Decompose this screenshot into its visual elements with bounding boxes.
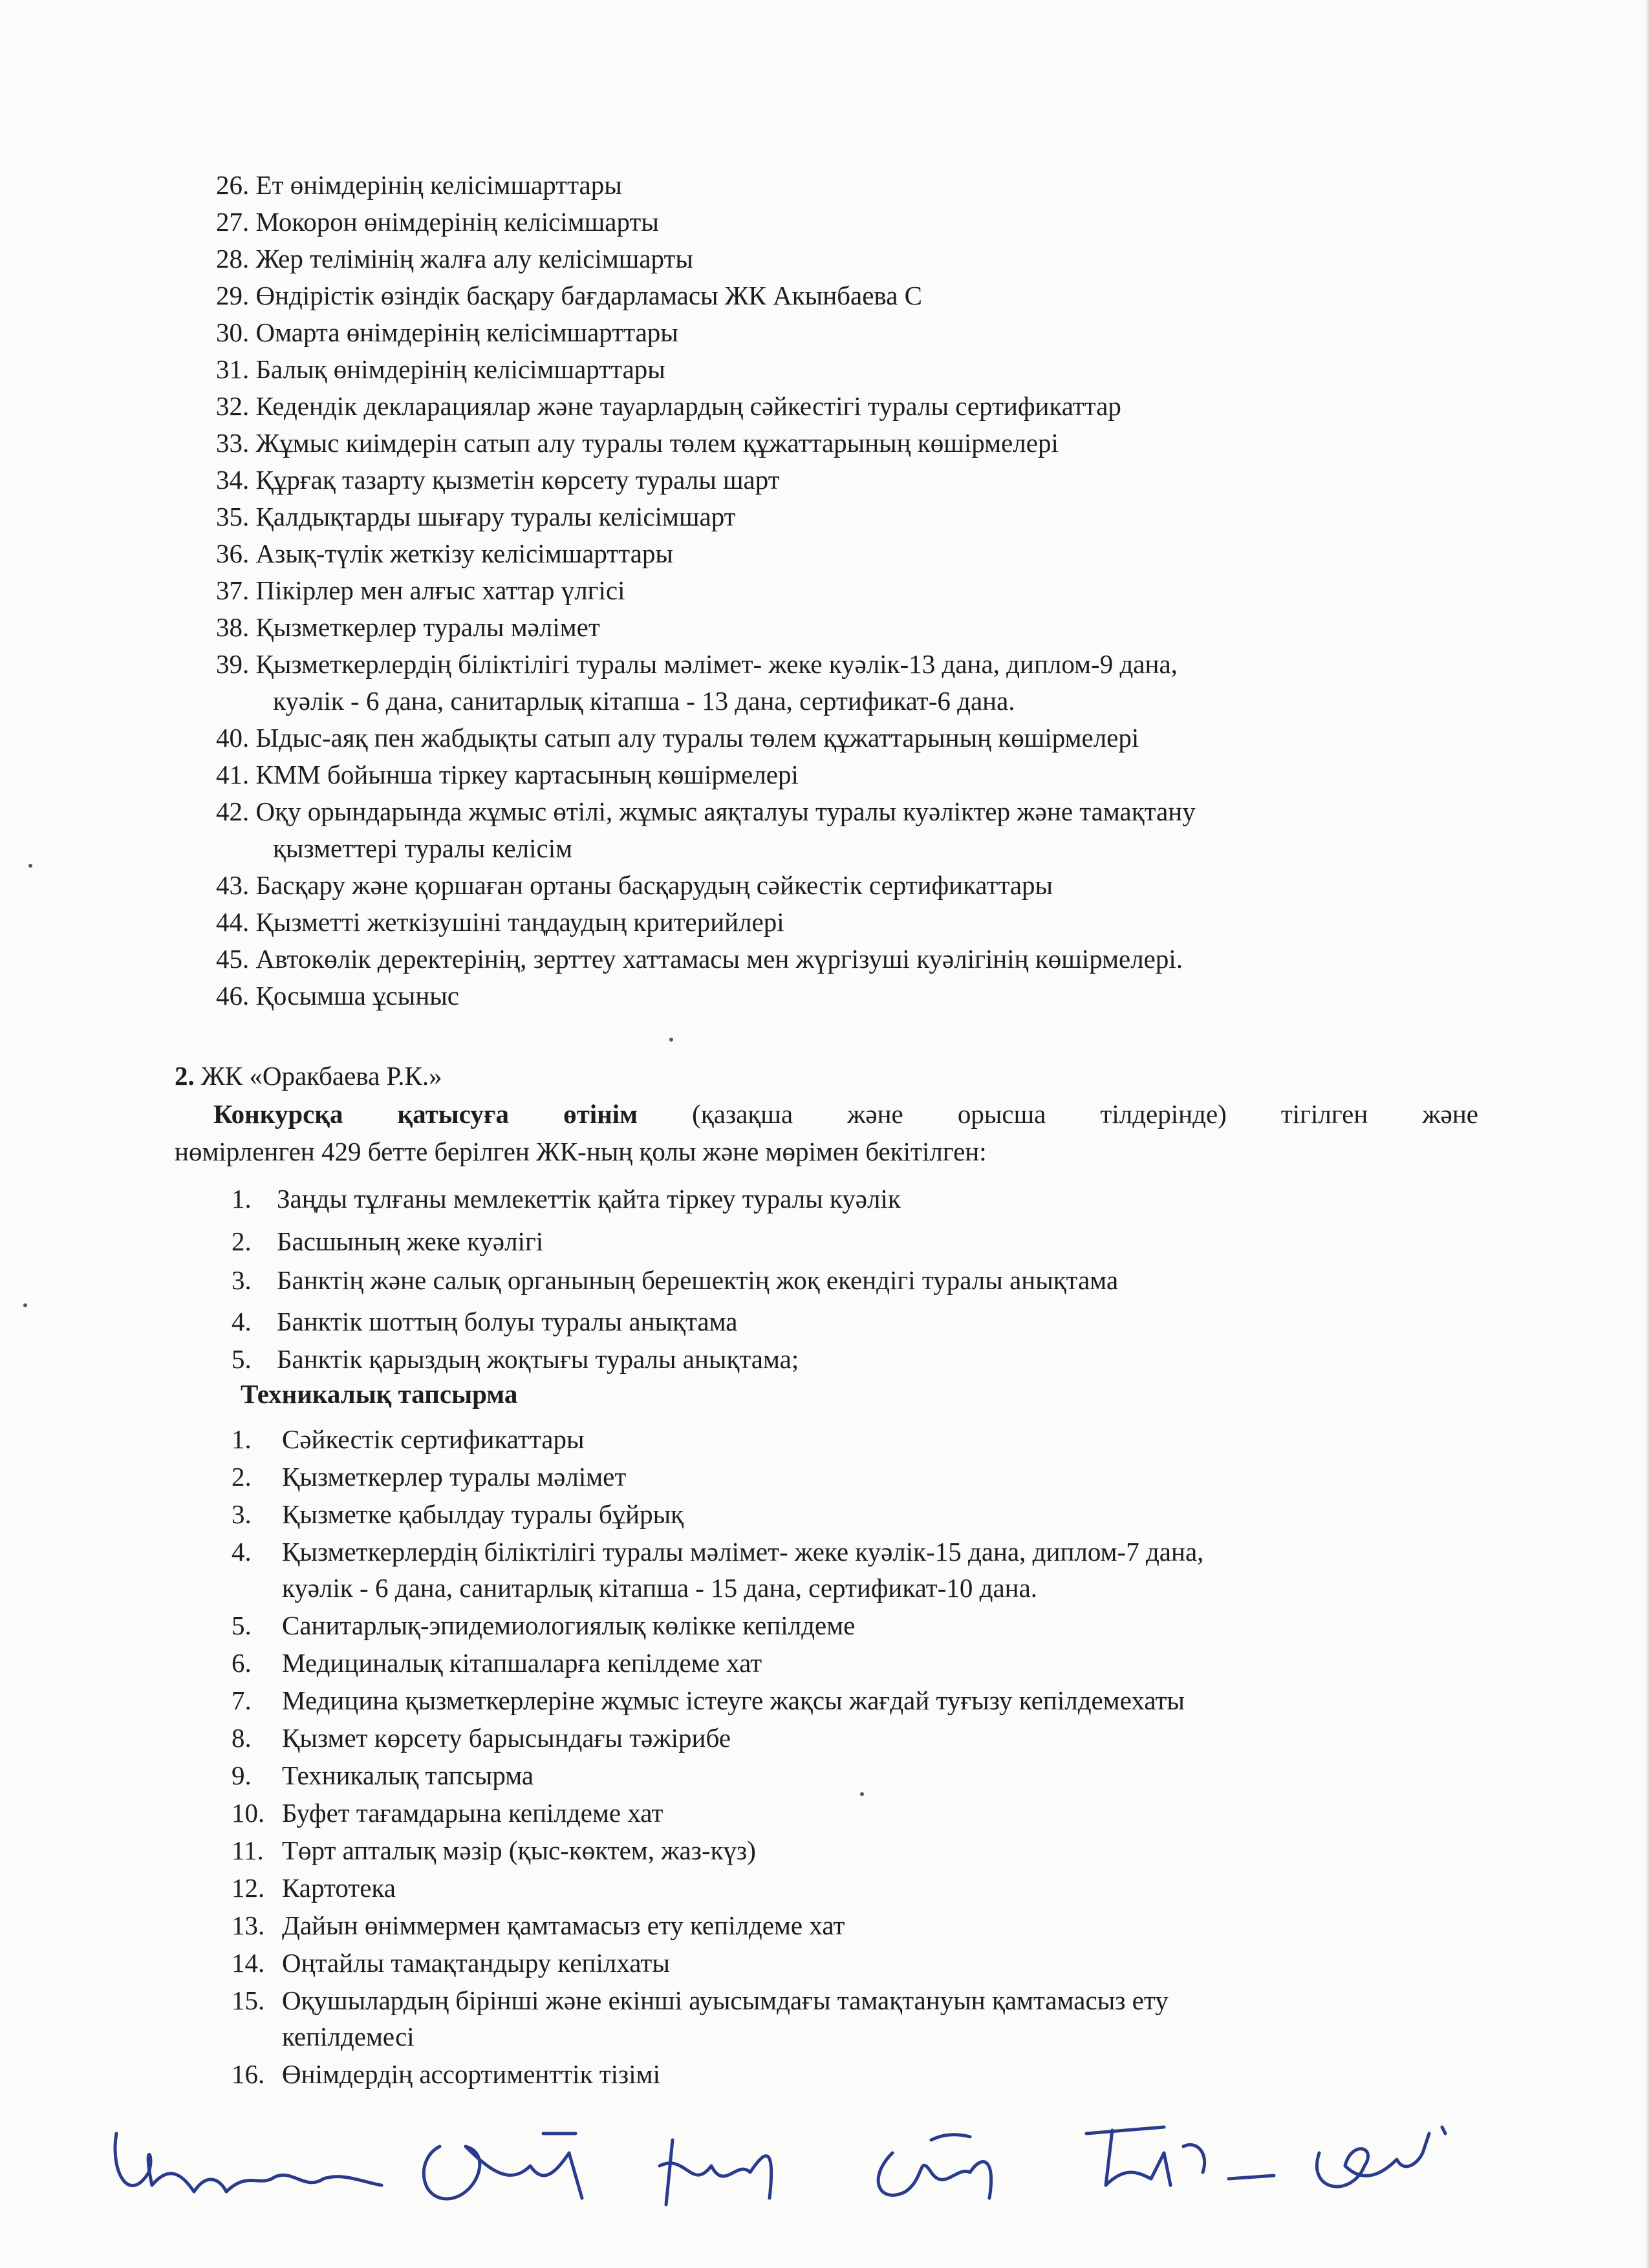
technical-task-heading: Техникалық тапсырма — [241, 1379, 518, 1409]
list-item: 1. Заңды тұлғаны мемлекеттік қайта тіркеу туралы куәлік — [232, 1184, 901, 1214]
list-item: 34. Құрғақ тазарту қызметін көрсету туралы шарт — [216, 465, 780, 495]
list-item: 44. Қызметті жеткізушіні таңдаудың критерийлері — [216, 907, 784, 937]
list-item: 28. Жер телімінің жалға алу келісімшарты — [216, 244, 693, 273]
section-title: 2. ЖК «Оракбаева Р.К.» — [175, 1061, 442, 1091]
list-item: 2. Қызметкерлер туралы мәлімет — [232, 1462, 627, 1492]
list-item: 6. Медициналық кітапшаларға кепілдеме хат — [232, 1648, 762, 1678]
list-item: 38. Қызметкерлер туралы мәлімет — [216, 612, 600, 642]
list-item: 3. Қызметке қабылдау туралы бұйрық — [232, 1499, 684, 1529]
list-item: 13. Дайын өніммермен қамтамасыз ету кепілдеме хат — [232, 1910, 845, 1940]
scan-speck — [669, 1038, 673, 1042]
list-item: 1. Сәйкестік сертификаттары — [232, 1424, 585, 1454]
list-item: 30. Омарта өнімдерінің келісімшарттары — [216, 317, 678, 347]
list-item: 45. Автокөлік деректерінің, зерттеу хаттамасы мен жүргізуші куәлігінің көшірмелері. — [216, 944, 1183, 974]
list-item: 15. Оқушылардың бірінші және екінші ауысымдағы тамақтануын қамтамасыз ету — [232, 1985, 1169, 2015]
list-item: 5. Банктік қарыздың жоқтығы туралы анықтама; — [232, 1344, 799, 1374]
application-paragraph-line2: нөмірленген 429 бетте берілген ЖК-ның қолы және мөрімен бекітілген: — [175, 1137, 987, 1166]
signature-4 — [878, 2135, 991, 2198]
signature-2 — [424, 2134, 582, 2199]
signature-6 — [1317, 2127, 1445, 2187]
list-item: 2. Басшының жеке куәлігі — [232, 1226, 544, 1256]
list-item: 31. Балық өнімдерінің келісімшарттары — [216, 354, 665, 384]
list-item-continuation: куәлік - 6 дана, санитарлық кітапша - 13 дана, сертификат-6 дана. — [273, 686, 1015, 716]
list-item: 46. Қосымша ұсыныс — [216, 981, 460, 1011]
signatures — [91, 2095, 1513, 2224]
list-item: 14. Оңтайлы тамақтандыру кепілхаты — [232, 1948, 670, 1978]
scan-speck — [28, 864, 32, 868]
list-item: 39. Қызметкерлердің біліктілігі туралы мәлімет- жеке куәлік-13 дана, диплом-9 дана, — [216, 649, 1178, 679]
list-item-continuation: кепілдемесі — [282, 2022, 415, 2051]
list-item: 42. Оқу орындарында жұмыс өтілі, жұмыс аяқталуы туралы куәліктер және тамақтану — [216, 797, 1196, 826]
list-item: 40. Ыдыс-аяқ пен жабдықты сатып алу туралы төлем құжаттарының көшірмелері — [216, 723, 1139, 753]
list-item: 4. Банктік шоттың болуы туралы анықтама — [232, 1307, 738, 1336]
scan-speck — [23, 1303, 27, 1307]
list-item-continuation: қызметтері туралы келісім — [273, 833, 573, 863]
list-item-continuation: куәлік - 6 дана, санитарлық кітапша - 15 дана, сертификат-10 дана. — [282, 1573, 1038, 1603]
signature-1 — [115, 2134, 382, 2192]
paragraph-bold-lead: Конкурсқа қатысуға өтінім — [213, 1099, 638, 1129]
list-item: 29. Өндірістік өзіндік басқару бағдарламасы ЖК Акынбаева С — [216, 281, 923, 310]
list-item: 7. Медицина қызметкерлеріне жұмыс істеуге жақсы жағдай туғызу кепілдемехаты — [232, 1685, 1185, 1715]
signature-3 — [660, 2140, 771, 2205]
list-item: 11. Төрт апталық мәзір (қыс-көктем, жаз-күз) — [232, 1835, 756, 1865]
scan-edge-shadow — [1645, 0, 1649, 2268]
list-item: 26. Ет өнімдерінің келісімшарттары — [216, 170, 622, 200]
list-item: 10. Буфет тағамдарына кепілдеме хат — [232, 1798, 663, 1828]
list-item: 4. Қызметкерлердің біліктілігі туралы мәлімет- жеке куәлік-15 дана, диплом-7 дана, — [232, 1537, 1204, 1567]
list-item: 35. Қалдықтарды шығару туралы келісімшарт — [216, 502, 736, 531]
list-item: 27. Мокорон өнімдерінің келісімшарты — [216, 207, 659, 237]
list-item: 36. Азық-түлік жеткізу келісімшарттары — [216, 539, 673, 568]
list-item: 33. Жұмыс киімдерін сатып алу туралы төлем құжаттарының көшірмелері — [216, 428, 1059, 458]
scan-speck — [860, 1792, 864, 1796]
list-item: 3. Банктің және салық органының берешектің жоқ екендігі туралы анықтама — [232, 1265, 1119, 1295]
list-item: 41. КММ бойынша тіркеу картасының көшірмелері — [216, 760, 799, 789]
list-item: 16. Өнімдердің ассортименттік тізімі — [232, 2059, 660, 2089]
application-paragraph: Конкурсқа қатысуға өтінім (қазақша және орысша тілдерінде) тігілген және — [213, 1099, 1478, 1129]
signature-5 — [1086, 2127, 1274, 2185]
list-item: 8. Қызмет көрсету барысындағы тәжірибе — [232, 1723, 731, 1753]
list-item: 9. Техникалық тапсырма — [232, 1760, 534, 1790]
list-item: 5. Санитарлық-эпидемиологиялық көлікке кепілдеме — [232, 1610, 856, 1640]
list-item: 37. Пікірлер мен алғыс хаттар үлгісі — [216, 575, 625, 605]
list-item: 32. Кедендік декларациялар және тауарлардың сәйкестігі туралы сертификаттар — [216, 391, 1121, 421]
list-item: 12. Картотека — [232, 1873, 396, 1903]
list-item: 43. Басқару және қоршаған ортаны басқарудың сәйкестік сертификаттары — [216, 870, 1053, 900]
